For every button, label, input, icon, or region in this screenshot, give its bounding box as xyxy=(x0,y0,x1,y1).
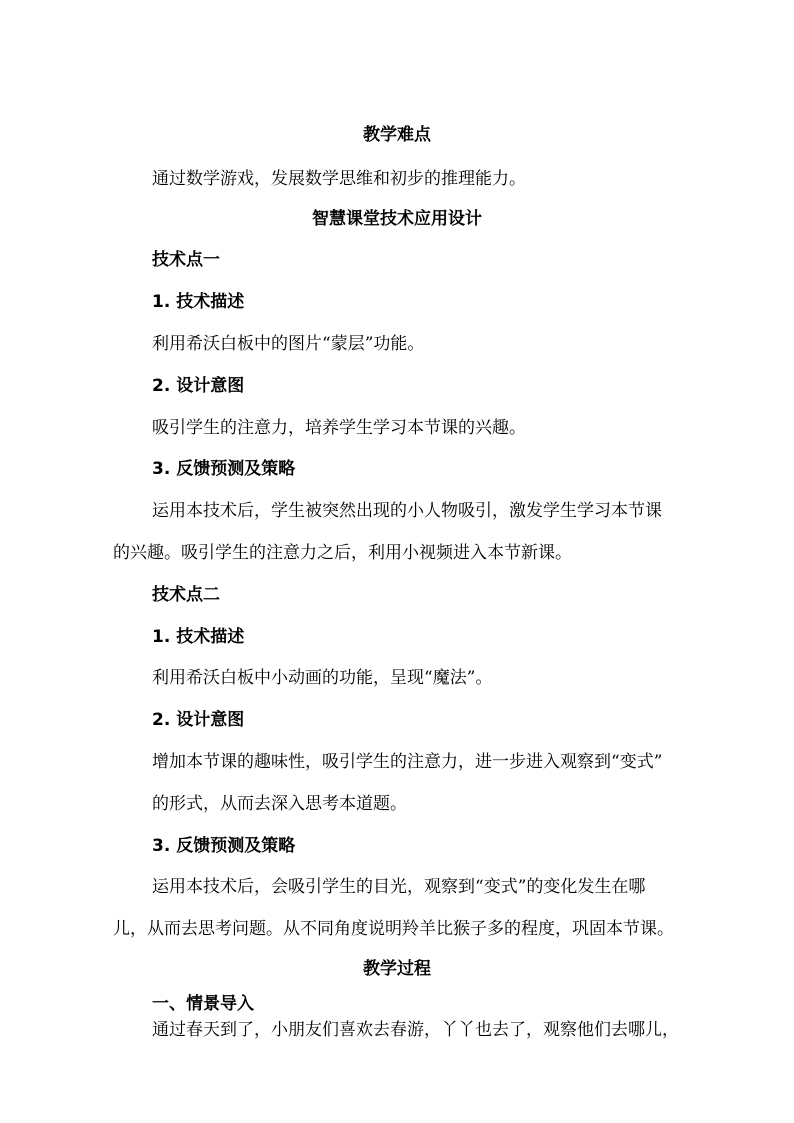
tech-point-1-feedback-heading: 3. 反馈预测及策略 xyxy=(152,459,296,479)
difficulty-heading: 教学难点 xyxy=(363,125,431,145)
tech-point-2-intent-heading: 2. 设计意图 xyxy=(152,710,245,730)
difficulty-text: 通过数学游戏，发展数学思维和初步的推理能力。 xyxy=(152,169,526,189)
tech-point-2-intent-line-1: 增加本节课的趣味性，吸引学生的注意力，进一步进入观察到“变式” xyxy=(152,752,663,772)
tech-point-1-desc-heading: 1. 技术描述 xyxy=(152,292,245,312)
tech-point-2-feedback-line-1: 运用本技术后，会吸引学生的目光，观察到“变式”的变化发生在哪 xyxy=(152,877,646,897)
section-1-text: 通过春天到了，小朋友们喜欢去春游，丫丫也去了，观察他们去哪儿， xyxy=(152,1020,679,1040)
tech-point-2-feedback-line-2: 儿，从而去思考问题。从不同角度说明羚羊比猴子多的程度，巩固本节课。 xyxy=(113,919,674,939)
tech-point-1-desc-text: 利用希沃白板中的图片“蒙层”功能。 xyxy=(152,334,425,354)
tech-point-2-desc-heading: 1. 技术描述 xyxy=(152,627,245,647)
tech-point-2-title: 技术点二 xyxy=(152,585,220,605)
teaching-process-heading: 教学过程 xyxy=(363,959,431,979)
tech-point-1-intent-heading: 2. 设计意图 xyxy=(152,376,245,396)
tech-point-1-intent-text: 吸引学生的注意力，培养学生学习本节课的兴趣。 xyxy=(152,418,526,438)
tech-point-2-intent-line-2: 的形式，从而去深入思考本道题。 xyxy=(152,794,407,814)
tech-point-1-feedback-line-1: 运用本技术后，学生被突然出现的小人物吸引，激发学生学习本节课 xyxy=(152,501,662,521)
tech-design-heading: 智慧课堂技术应用设计 xyxy=(312,209,482,229)
tech-point-1-title: 技术点一 xyxy=(152,250,220,270)
tech-point-2-feedback-heading: 3. 反馈预测及策略 xyxy=(152,836,296,856)
tech-point-1-feedback-line-2: 的兴趣。吸引学生的注意力之后，利用小视频进入本节新课。 xyxy=(113,543,572,563)
section-1-heading: 一、情景导入 xyxy=(152,994,254,1014)
tech-point-2-desc-text: 利用希沃白板中小动画的功能，呈现“魔法”。 xyxy=(152,668,493,688)
